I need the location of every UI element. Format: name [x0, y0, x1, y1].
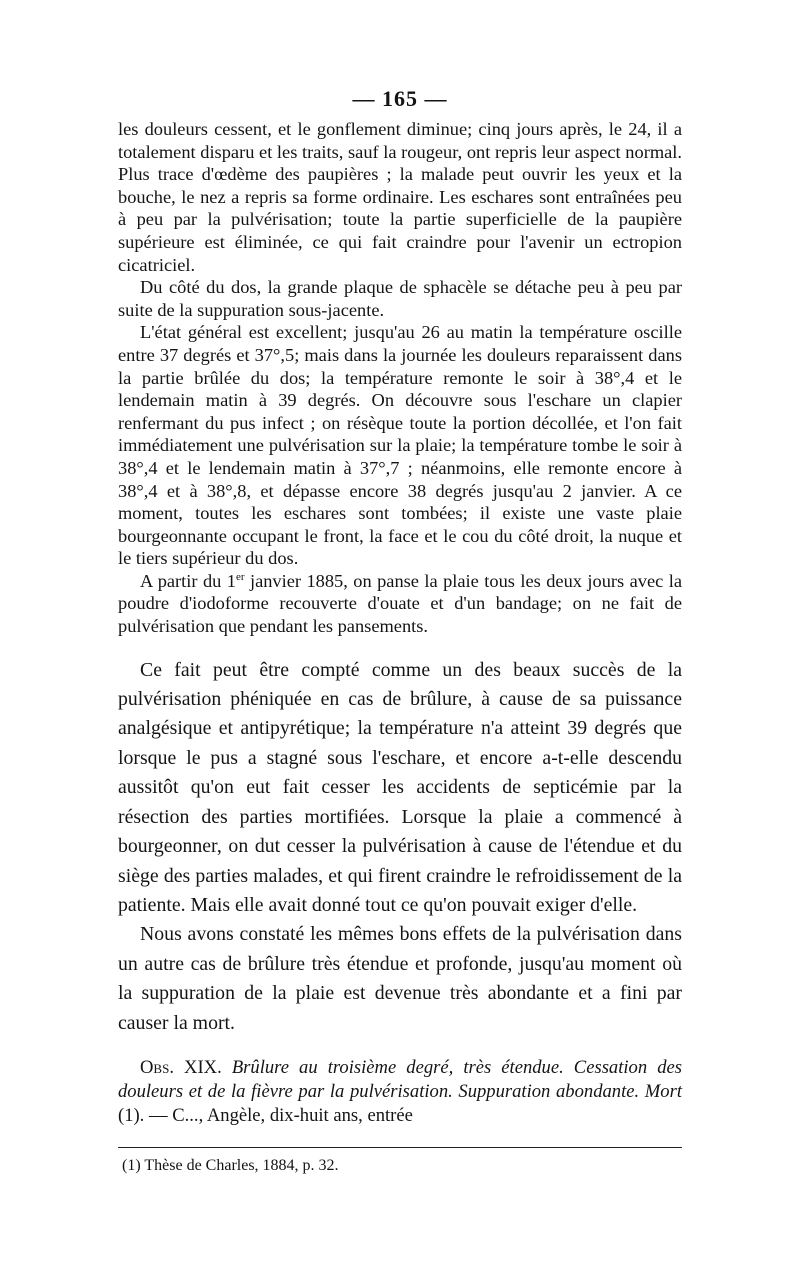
footnote: (1) Thèse de Charles, 1884, p. 32.: [122, 1156, 339, 1174]
observation-text: — C..., Angèle, dix-huit ans, entrée: [144, 1104, 413, 1126]
paragraph: les douleurs cessent, et le gonflement diminue; cinq jours après, le 24, il a totalement disparu et les traits, sauf la rougeur, ont repris leur aspect normal. Plus trace d'œdème des paupières ; la malade peut ouvrir les yeux et la bouche, le nez a repris sa forme ordinaire. Les eschares sont entraînées peu à peu par la pulvérisation; toute la partie superficielle de la paupière supérieure est éliminée, ce qui fait craindre pour l'avenir un ectropion cicatriciel.: [118, 119, 682, 275]
paragraph-text: janvier 1885, on panse la plaie tous les deux jours avec la poudre d'iodoforme recouverte d'ouate et d'un bandage; on ne fait de pulvérisation que pendant les pansements.: [118, 570, 682, 637]
page: [118, 86, 682, 1176]
paragraph: Du côté du dos, la grande plaque de sphacèle se détache peu à peu par suite de la suppuration sous-jacente.: [118, 277, 682, 320]
observation-heading: [118, 1056, 682, 1128]
paragraph: Nous avons constaté les mêmes bons effets de la pulvérisation dans un autre cas de brûlure très étendue et profonde, jusqu'au moment où la suppuration de la plaie est devenue très abondante et a fini par causer la mort.: [118, 923, 682, 1034]
paragraph: [118, 570, 682, 638]
ordinal-suffix: er: [235, 570, 245, 583]
observation-title: Brûlure au troisième degré, très étendue. Cessation des douleurs et de la fièvre par la pulvérisation. Suppuration abondante. Mort: [118, 1056, 682, 1102]
paragraph: L'état général est excellent; jusqu'au 26 au matin la température oscille entre 37 degrés et 37°,5; mais dans la journée les douleurs reparaissent dans la partie brûlée du dos; la température remonte le soir à 38°,4 et le lendemain matin à 39 degrés. On découvre sous l'eschare un clapier renfermant du pus infect ; on résèque toute la portion décollée, et l'on fait immédiatement une pulvérisation sur la plaie; la température tombe le soir à 38°,4 et le lendemain matin à 37°,7 ; néanmoins, elle remonte encore à 38°,4 et à 38°,8, et dépasse encore 38 degrés jusqu'au 2 janvier. A ce moment, toutes les eschares sont tombées; il existe une vaste plaie bourgeonnante occupant le front, la face et le cou du côté droit, la nuque et le tiers supérieur du dos.: [118, 322, 682, 569]
paragraph: Ce fait peut être compté comme un des beaux succès de la pulvérisation phéniquée en cas de brûlure, à cause de sa puissance analgésique et antipyrétique; la température n'a atteint 39 degrés que lorsque le pus a stagné sous l'eschare, et encore a-t-elle descendu aussitôt qu'on eut fait cesser les accidents de septicémie par la résection des parties mortifiées. Lorsque la plaie a commencé à bourgeonner, on dut cesser la pulvérisation à cause de l'étendue et du siège des parties malades, et qui firent craindre le refroidissement de la patiente. Mais elle avait donné tout ce qu'on pouvait exiger d'elle.: [118, 658, 682, 916]
paragraph-text: A partir du 1: [140, 570, 236, 591]
case-notes: [118, 118, 682, 638]
page-number: — 165 —: [352, 86, 448, 111]
footnote-rule: [118, 1147, 682, 1148]
commentary: [118, 656, 682, 1038]
footnote-ref: (1).: [118, 1104, 145, 1126]
observation-label: Obs. XIX.: [140, 1056, 222, 1078]
